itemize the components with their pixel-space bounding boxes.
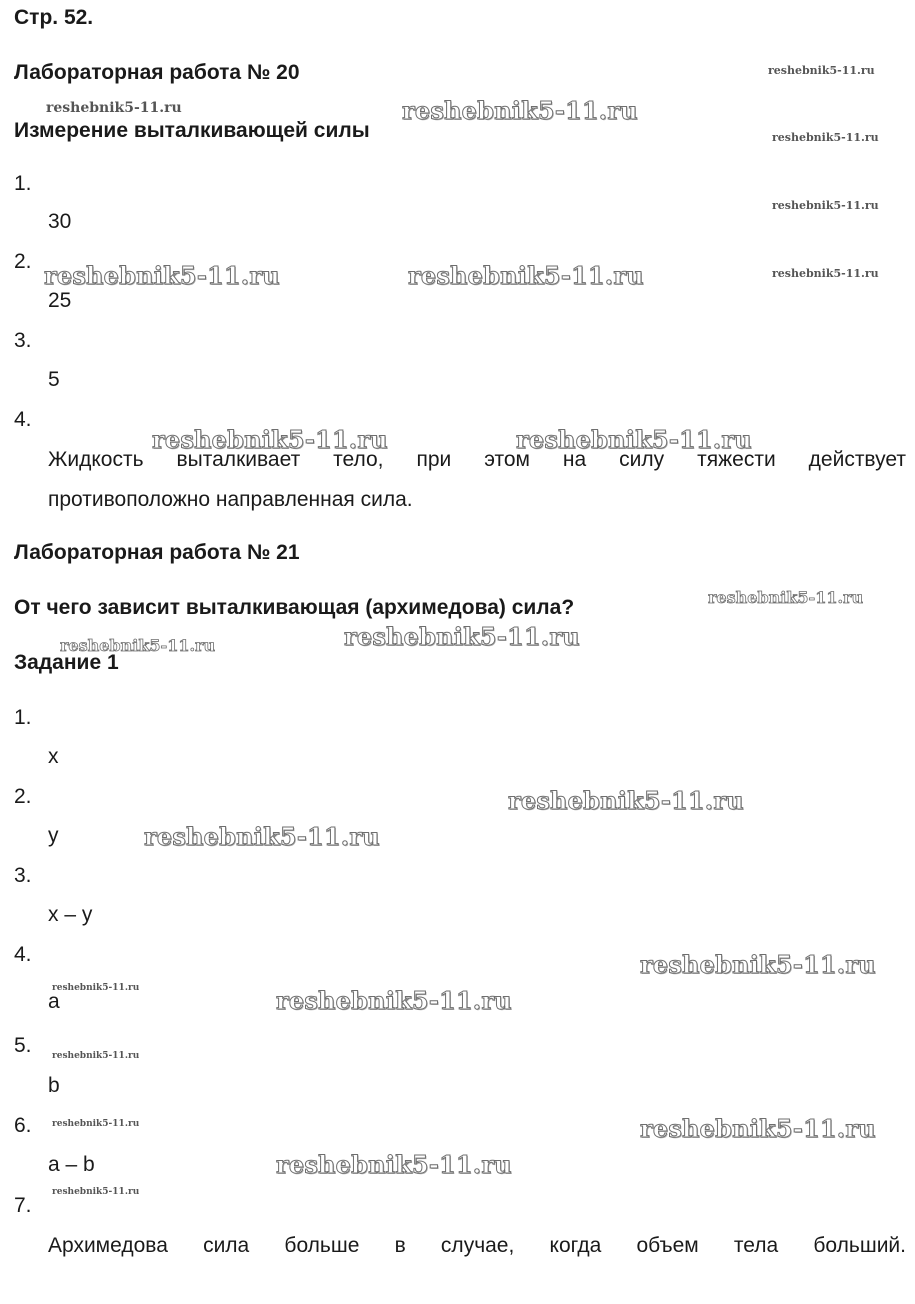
watermark: reshebnik5-11.ru: [708, 588, 864, 607]
watermark: reshebnik5-11.ru: [768, 64, 875, 77]
lab21-item-2-number: 2.: [14, 785, 32, 808]
lab21-item-4-answer: a: [48, 990, 60, 1013]
lab21-title: Лабораторная работа № 21: [14, 541, 300, 564]
lab21-item-2-answer: y: [48, 824, 59, 847]
watermark: reshebnik5-11.ru: [52, 1051, 140, 1061]
lab21-subtitle: От чего зависит выталкивающая (архимедова) сила?: [14, 596, 575, 619]
watermark: reshebnik5-11.ru: [402, 96, 638, 125]
lab21-item-6-answer: a – b: [48, 1153, 95, 1176]
watermark: reshebnik5-11.ru: [640, 1114, 876, 1143]
watermark: reshebnik5-11.ru: [52, 1119, 140, 1129]
watermark: reshebnik5-11.ru: [772, 199, 879, 212]
watermark: reshebnik5-11.ru: [516, 425, 752, 454]
watermark: reshebnik5-11.ru: [60, 636, 216, 655]
lab21-item-3-number: 3.: [14, 864, 32, 887]
watermark: reshebnik5-11.ru: [152, 425, 388, 454]
lab20-item-3-number: 3.: [14, 329, 32, 352]
watermark: reshebnik5-11.ru: [276, 1150, 512, 1179]
lab20-item-2-answer: 25: [48, 289, 72, 312]
lab21-item-6-number: 6.: [14, 1114, 32, 1137]
lab20-title: Лабораторная работа № 20: [14, 61, 300, 84]
lab21-item-7-number: 7.: [14, 1194, 32, 1217]
lab20-item-4-number: 4.: [14, 408, 32, 431]
watermark: reshebnik5-11.ru: [52, 983, 140, 993]
watermark: reshebnik5-11.ru: [408, 261, 644, 290]
watermark: reshebnik5-11.ru: [772, 131, 879, 144]
page-label: Стр. 52.: [14, 6, 94, 29]
lab20-item-1-number: 1.: [14, 172, 32, 195]
watermark: reshebnik5-11.ru: [52, 1187, 140, 1197]
lab21-item-1-answer: x: [48, 745, 59, 768]
watermark: reshebnik5-11.ru: [508, 786, 744, 815]
lab21-item-1-number: 1.: [14, 706, 32, 729]
watermark: reshebnik5-11.ru: [46, 100, 182, 116]
lab21-item-3-answer: x – y: [48, 903, 93, 926]
lab21-item-7-answer: Архимедова сила больше в случае, когда объем тела больший.: [48, 1234, 906, 1257]
lab21-item-5-answer: b: [48, 1074, 60, 1097]
watermark: reshebnik5-11.ru: [144, 822, 380, 851]
watermark: reshebnik5-11.ru: [772, 267, 879, 280]
watermark: reshebnik5-11.ru: [344, 622, 580, 651]
lab20-item-3-answer: 5: [48, 368, 60, 391]
lab20-subtitle: Измерение выталкивающей силы: [14, 119, 370, 142]
lab20-item-4-answer-line2: противоположно направленная сила.: [48, 488, 413, 511]
watermark: reshebnik5-11.ru: [44, 261, 280, 290]
lab20-item-4-answer-line1: Жидкость выталкивает тело, при этом на силу тяжести действует: [48, 448, 906, 471]
watermark: reshebnik5-11.ru: [276, 986, 512, 1015]
watermark: reshebnik5-11.ru: [640, 950, 876, 979]
lab21-task-label: Задание 1: [14, 651, 119, 674]
lab20-item-2-number: 2.: [14, 250, 32, 273]
lab20-item-1-answer: 30: [48, 210, 72, 233]
lab21-item-4-number: 4.: [14, 943, 32, 966]
lab21-item-5-number: 5.: [14, 1034, 32, 1057]
